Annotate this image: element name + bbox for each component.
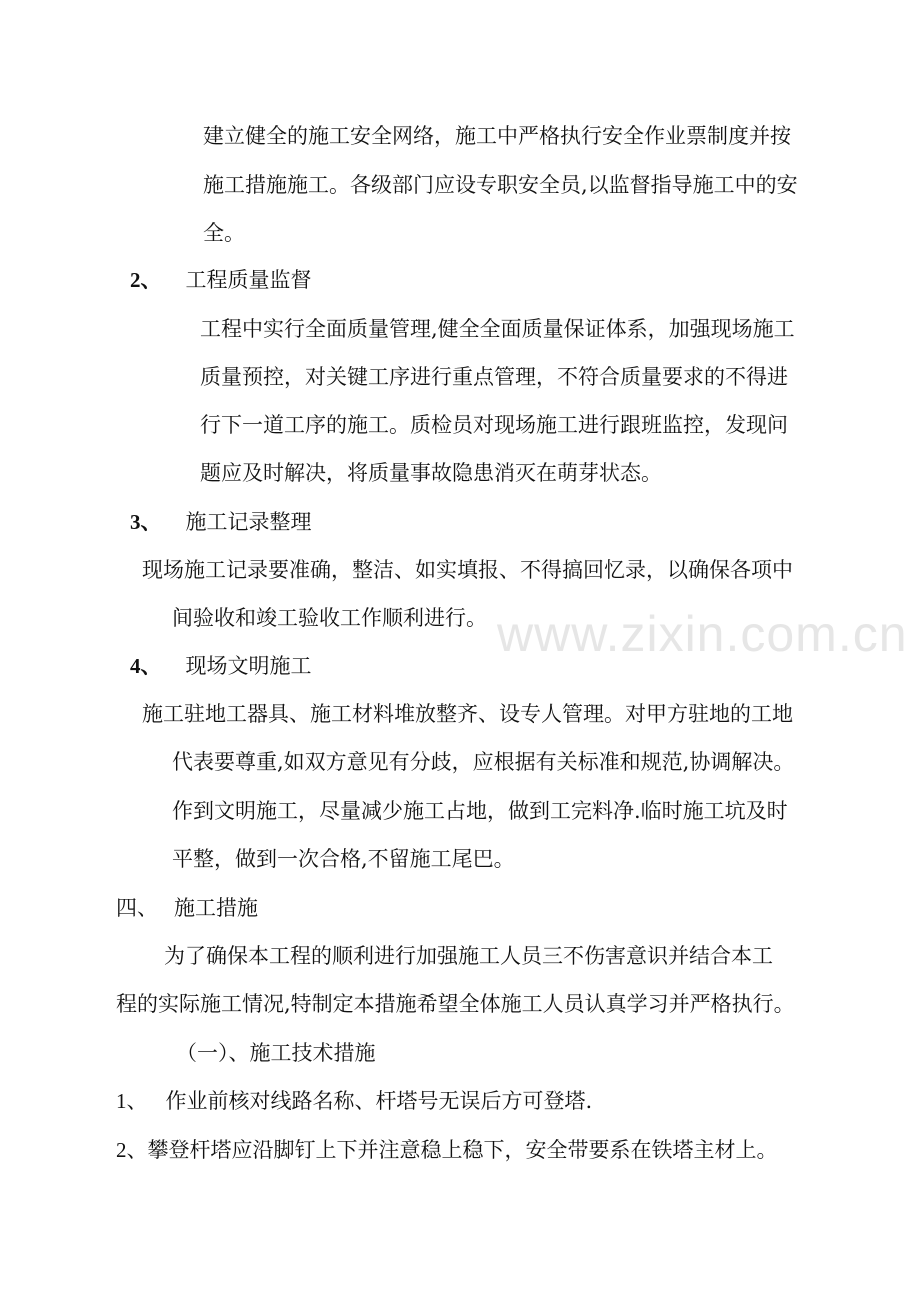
paragraph-line: 作到文明施工，尽量减少施工占地，做到工完料净.临时施工坑及时: [172, 799, 788, 823]
paragraph-line: 间验收和竣工验收工作顺利进行。: [172, 606, 487, 630]
item-number: 2、: [116, 1138, 148, 1162]
paragraph-line: 工程中实行全面质量管理,健全全面质量保证体系，加强现场施工: [200, 317, 795, 341]
paragraph-line: 平整，做到一次合格,不留施工尾巴。: [172, 847, 515, 871]
paragraph-line: 题应及时解决，将质量事故隐患消灭在萌芽状态。: [200, 461, 662, 485]
paragraph-line: 质量预控，对关键工序进行重点管理，不符合质量要求的不得进: [200, 365, 788, 389]
watermark: www.zixin.com.cn: [497, 606, 908, 662]
item-text: 作业前核对线路名称、杆塔号无误后方可登塔.: [165, 1089, 593, 1113]
section-heading: [130, 265, 312, 295]
list-item: [116, 1086, 592, 1116]
section-title: 现场文明施工: [185, 654, 312, 678]
section-title: 施工记录整理: [185, 510, 312, 534]
major-section-heading: [116, 893, 258, 923]
paragraph-line: 施工驻地工器具、施工材料堆放整齐、设专人管理。对甲方驻地的工地: [142, 702, 793, 726]
list-item: [116, 1135, 778, 1165]
subsection-heading: （一）、施工技术措施: [176, 1041, 376, 1065]
section-number: 四、: [116, 896, 158, 920]
paragraph-line: 行下一道工序的施工。质检员对现场施工进行跟班监控，发现问: [200, 413, 788, 437]
paragraph-line: 全。: [203, 221, 245, 245]
paragraph-line: 建立健全的施工安全网络，施工中严格执行安全作业票制度并按: [203, 124, 791, 148]
paragraph-line: 程的实际施工情况,特制定本措施希望全体施工人员认真学习并严格执行。: [116, 992, 795, 1016]
paragraph-line: 施工措施施工。各级部门应设专职安全员,以监督指导施工中的安: [203, 173, 798, 197]
paragraph-line: 现场施工记录要准确，整洁、如实填报、不得搞回忆录，以确保各项中: [142, 558, 793, 582]
item-text: 攀登杆塔应沿脚钉上下并注意稳上稳下，安全带要系在铁塔主材上。: [147, 1138, 778, 1162]
section-title: 工程质量监督: [185, 268, 312, 292]
item-number: 1、: [116, 1089, 148, 1113]
paragraph-line: 为了确保本工程的顺利进行加强施工人员三不伤害意识并结合本工: [164, 944, 773, 968]
section-number: 4、: [130, 654, 162, 678]
section-heading: [130, 651, 312, 681]
paragraph-line: 代表要尊重,如双方意见有分歧，应根据有关标准和规范,协调解决。: [172, 750, 795, 774]
section-title: 施工措施: [174, 896, 258, 920]
section-number: 3、: [130, 510, 162, 534]
section-number: 2、: [130, 268, 162, 292]
section-heading: [130, 507, 312, 537]
